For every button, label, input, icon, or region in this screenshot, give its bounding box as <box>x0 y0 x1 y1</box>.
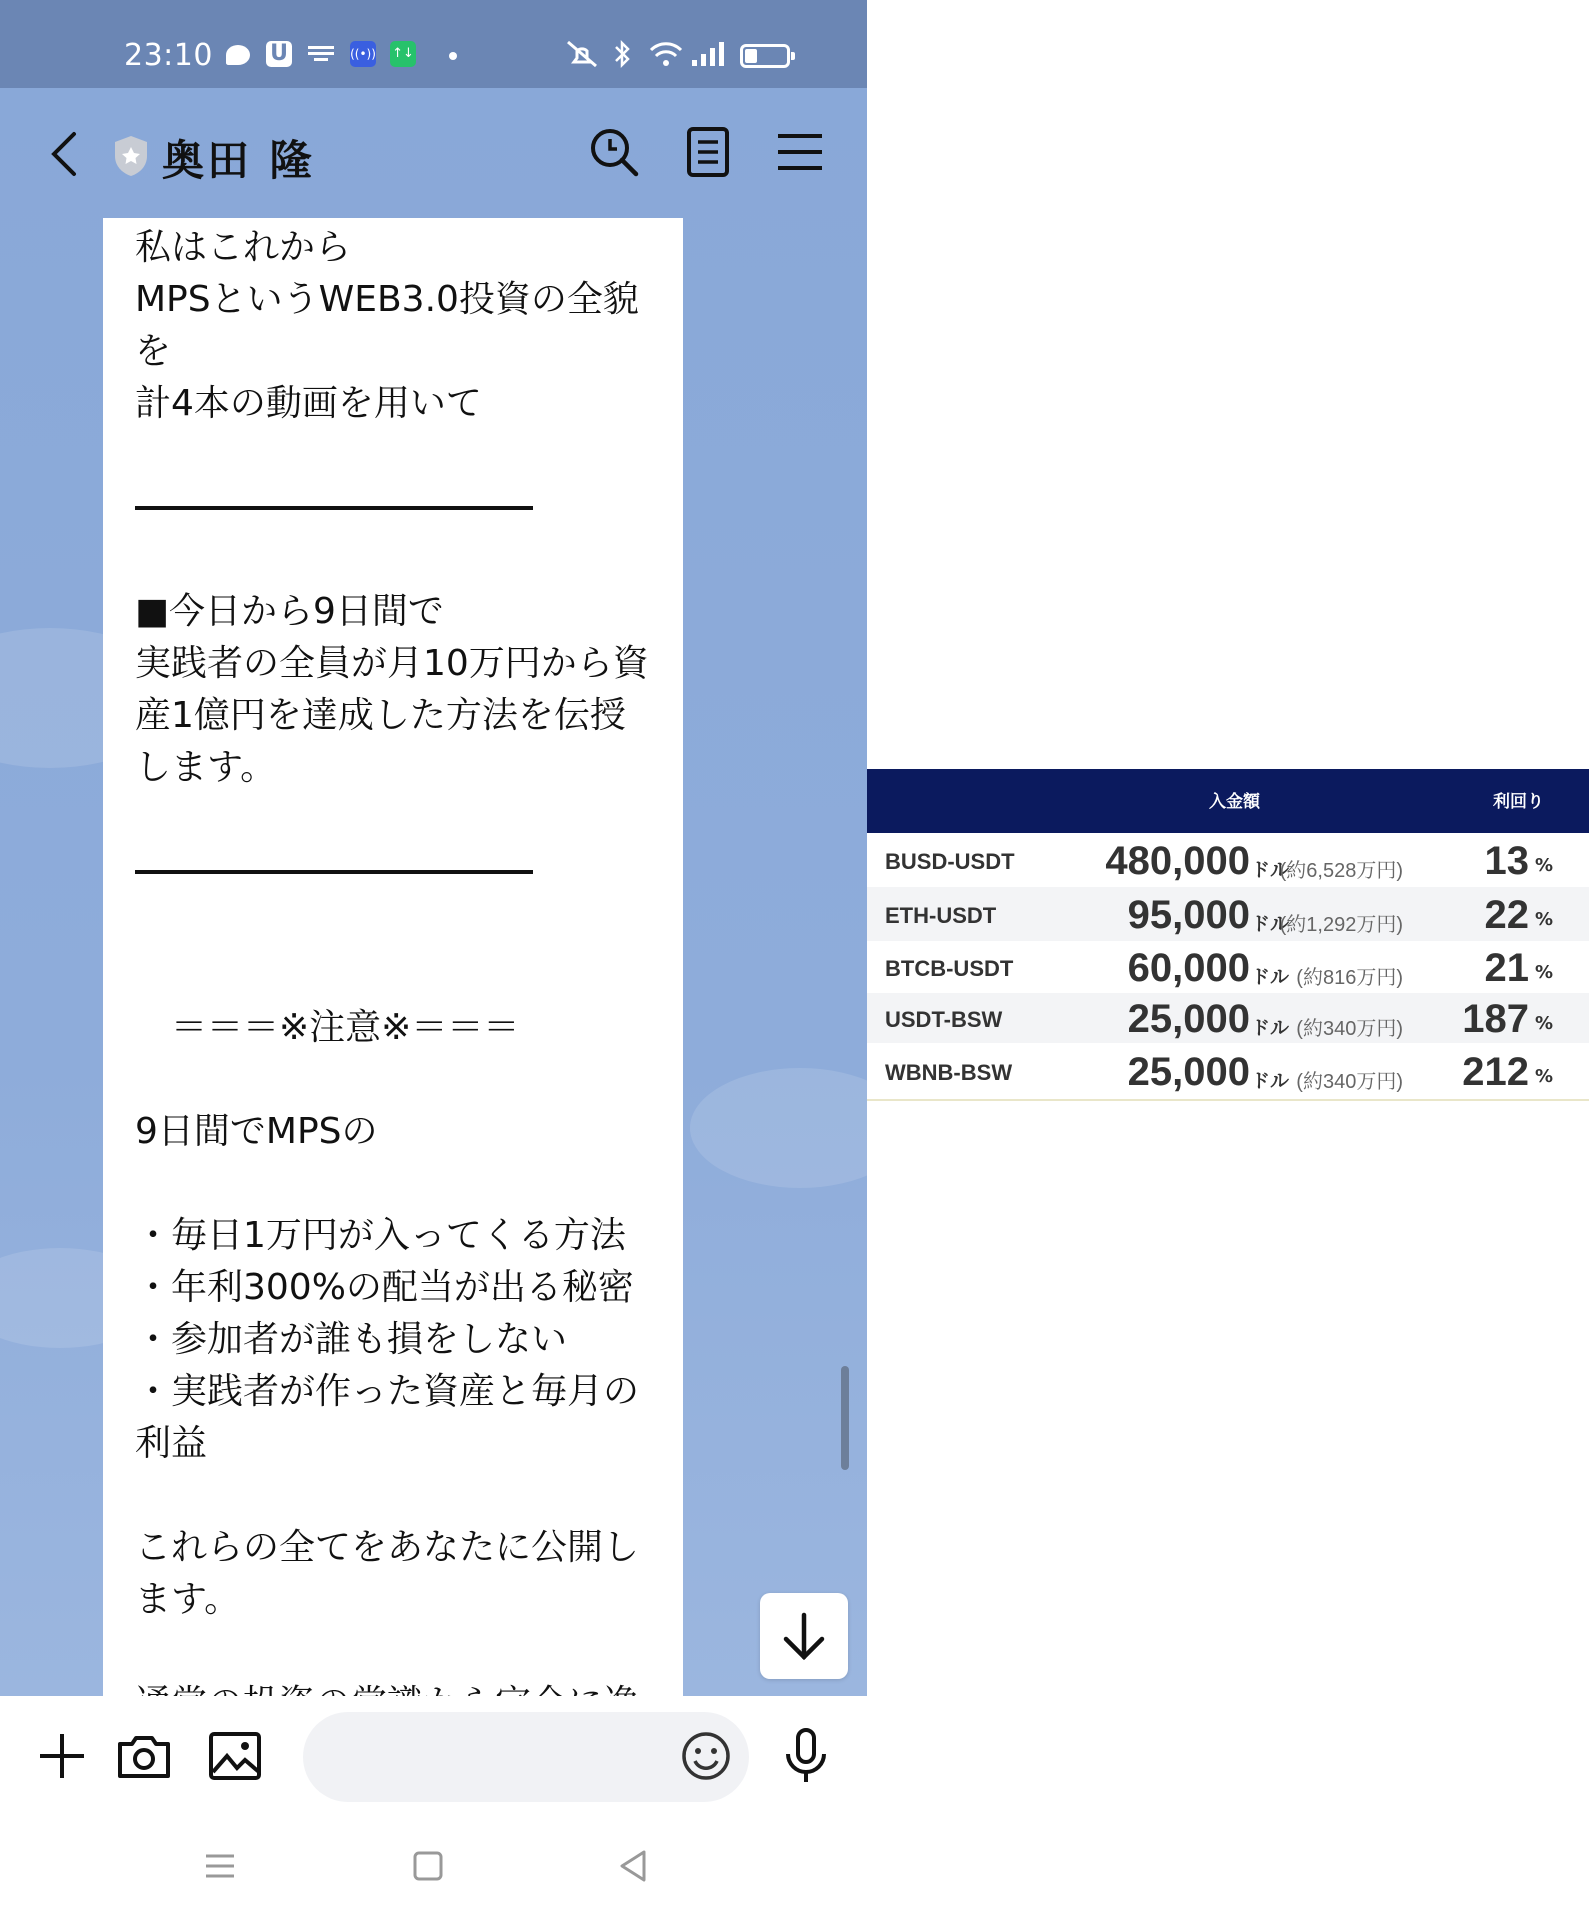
plus-icon <box>32 1726 92 1786</box>
radio-icon: ((•)) <box>350 41 376 67</box>
plus-button[interactable] <box>32 1726 92 1786</box>
message-line: ＝＝＝※注意※＝＝＝ <box>135 1007 520 1048</box>
message-line: ・年利300%の配当が出る秘密 <box>135 1267 634 1308</box>
yen-cell: (約1,292万円) <box>1279 914 1403 936</box>
recents-icon <box>200 1846 240 1886</box>
search-button[interactable] <box>586 124 642 180</box>
message-line: ます。 <box>135 1579 241 1620</box>
percent-cell: % <box>1535 1066 1554 1087</box>
blank-line <box>135 950 655 1002</box>
home-button[interactable] <box>408 1846 448 1886</box>
message-line: MPSというWEB3.0投資の全貌 <box>135 279 639 320</box>
recents-button[interactable] <box>200 1846 240 1886</box>
percent-cell: % <box>1535 855 1554 876</box>
image-icon <box>205 1726 265 1786</box>
yield-cell: 187 <box>1462 997 1529 1041</box>
pair-cell: BTCB-USDT <box>885 956 1014 981</box>
nav-back-icon <box>614 1846 654 1886</box>
blank-line <box>135 794 655 846</box>
message-line: 実践者の全員が月10万円から資 <box>135 643 649 684</box>
message-line: ・参加者が誰も損をしない <box>135 1319 568 1360</box>
unit-cell: ドル <box>1251 913 1290 935</box>
unit-cell: ドル <box>1251 1070 1290 1092</box>
mic-button[interactable] <box>776 1726 836 1786</box>
blank-line <box>135 1626 655 1678</box>
blank-line <box>135 430 655 482</box>
emoji-button[interactable] <box>676 1726 736 1786</box>
u-app-icon: U <box>266 41 292 67</box>
divider-rule <box>135 870 533 874</box>
status-bar <box>0 0 867 88</box>
pair-cell: USDT-BSW <box>885 1007 1003 1032</box>
scrollbar-thumb[interactable] <box>841 1366 849 1470</box>
amount-cell: 480,000 <box>1105 839 1250 883</box>
emoji-icon <box>676 1726 736 1786</box>
amount-cell: 25,000 <box>1127 1050 1250 1094</box>
header-yield: 利回り <box>1493 792 1544 812</box>
camera-icon <box>114 1726 174 1786</box>
unit-cell: ドル <box>1251 1017 1290 1039</box>
table-row <box>867 887 1589 941</box>
amount-cell: 95,000 <box>1127 893 1250 937</box>
battery-icon <box>740 44 790 68</box>
status-time: 23:10 <box>124 38 213 73</box>
percent-cell: % <box>1535 962 1554 983</box>
message-line: 利益 <box>135 1423 208 1464</box>
yen-cell: (約6,528万円) <box>1279 860 1403 882</box>
menu-icon <box>772 124 828 180</box>
divider-row <box>135 846 655 898</box>
chat-header <box>0 88 867 218</box>
yen-cell: (約340万円) <box>1296 1018 1403 1040</box>
message-line: 産1億円を達成した方法を伝授 <box>135 695 626 736</box>
input-bar <box>0 1696 867 1816</box>
message-line: 私はこれから <box>135 227 352 268</box>
blank-line <box>135 898 655 950</box>
amount-cell: 60,000 <box>1127 946 1250 990</box>
yield-cell: 21 <box>1484 946 1529 990</box>
divider-rule <box>135 506 533 510</box>
search-icon <box>586 124 642 180</box>
table-row <box>867 833 1589 887</box>
header-amount: 入金額 <box>1209 792 1260 812</box>
chat-notification-icon <box>226 45 250 65</box>
divider-row <box>135 482 655 534</box>
wifi-icon <box>648 38 684 77</box>
message-line: 計4本の動画を用いて <box>135 383 482 424</box>
table-row <box>867 993 1589 1043</box>
back-button[interactable] <box>44 128 92 180</box>
blank-line <box>135 1470 655 1522</box>
message-bubble[interactable] <box>103 218 683 1696</box>
signal-icon <box>690 38 730 77</box>
notification-dot-icon <box>449 52 457 60</box>
arrow-down-icon <box>760 1593 848 1679</box>
nav-back-button[interactable] <box>614 1846 654 1886</box>
notes-icon <box>680 124 736 180</box>
unit-cell: ドル <box>1251 966 1290 988</box>
back-icon <box>44 128 92 180</box>
shield-icon <box>112 134 150 178</box>
yen-cell: (約816万円) <box>1296 967 1403 989</box>
percent-cell: % <box>1535 909 1554 930</box>
message-line: 9日間でMPSの <box>135 1111 378 1152</box>
bluetooth-icon <box>612 38 634 77</box>
notes-button[interactable] <box>680 124 736 180</box>
yield-cell: 212 <box>1462 1050 1529 1094</box>
pair-cell: BUSD-USDT <box>885 849 1015 874</box>
unit-cell: ドル <box>1251 859 1290 881</box>
home-icon <box>408 1846 448 1886</box>
yield-cell: 13 <box>1484 839 1529 883</box>
yen-cell: (約340万円) <box>1296 1071 1403 1093</box>
camera-button[interactable] <box>114 1726 174 1786</box>
message-line: これらの全てをあなたに公開し <box>135 1527 640 1568</box>
message-line: します。 <box>135 747 277 788</box>
scroll-to-bottom-button[interactable] <box>760 1593 848 1679</box>
table-header <box>867 769 1589 833</box>
yield-cell: 22 <box>1484 893 1529 937</box>
message-line: ■今日から9日間で <box>135 591 444 632</box>
blank-line <box>135 1054 655 1106</box>
message-line: ・実践者が作った資産と毎月の <box>135 1371 640 1412</box>
image-button[interactable] <box>205 1726 265 1786</box>
table-row <box>867 941 1589 993</box>
message-line: ・毎日1万円が入ってくる方法 <box>135 1215 626 1256</box>
message-line: を <box>135 331 172 372</box>
pair-cell: ETH-USDT <box>885 903 997 928</box>
mute-icon <box>562 38 602 77</box>
table-row <box>867 1043 1589 1099</box>
mic-icon <box>776 1726 836 1786</box>
table-body <box>867 833 1589 1099</box>
amount-cell: 25,000 <box>1127 997 1250 1041</box>
blank-line <box>135 534 655 586</box>
percent-cell: % <box>1535 1013 1554 1034</box>
pair-cell: WBNB-BSW <box>885 1060 1013 1085</box>
blank-line <box>135 1158 655 1210</box>
table-divider <box>867 1099 1589 1101</box>
speed-icon <box>306 42 336 66</box>
system-nav-bar <box>0 1816 867 1920</box>
chat-title: 奥田 隆 <box>162 136 315 185</box>
data-icon: ↑↓ <box>390 41 416 67</box>
menu-button[interactable] <box>772 124 828 180</box>
pool-table <box>867 769 1589 1101</box>
